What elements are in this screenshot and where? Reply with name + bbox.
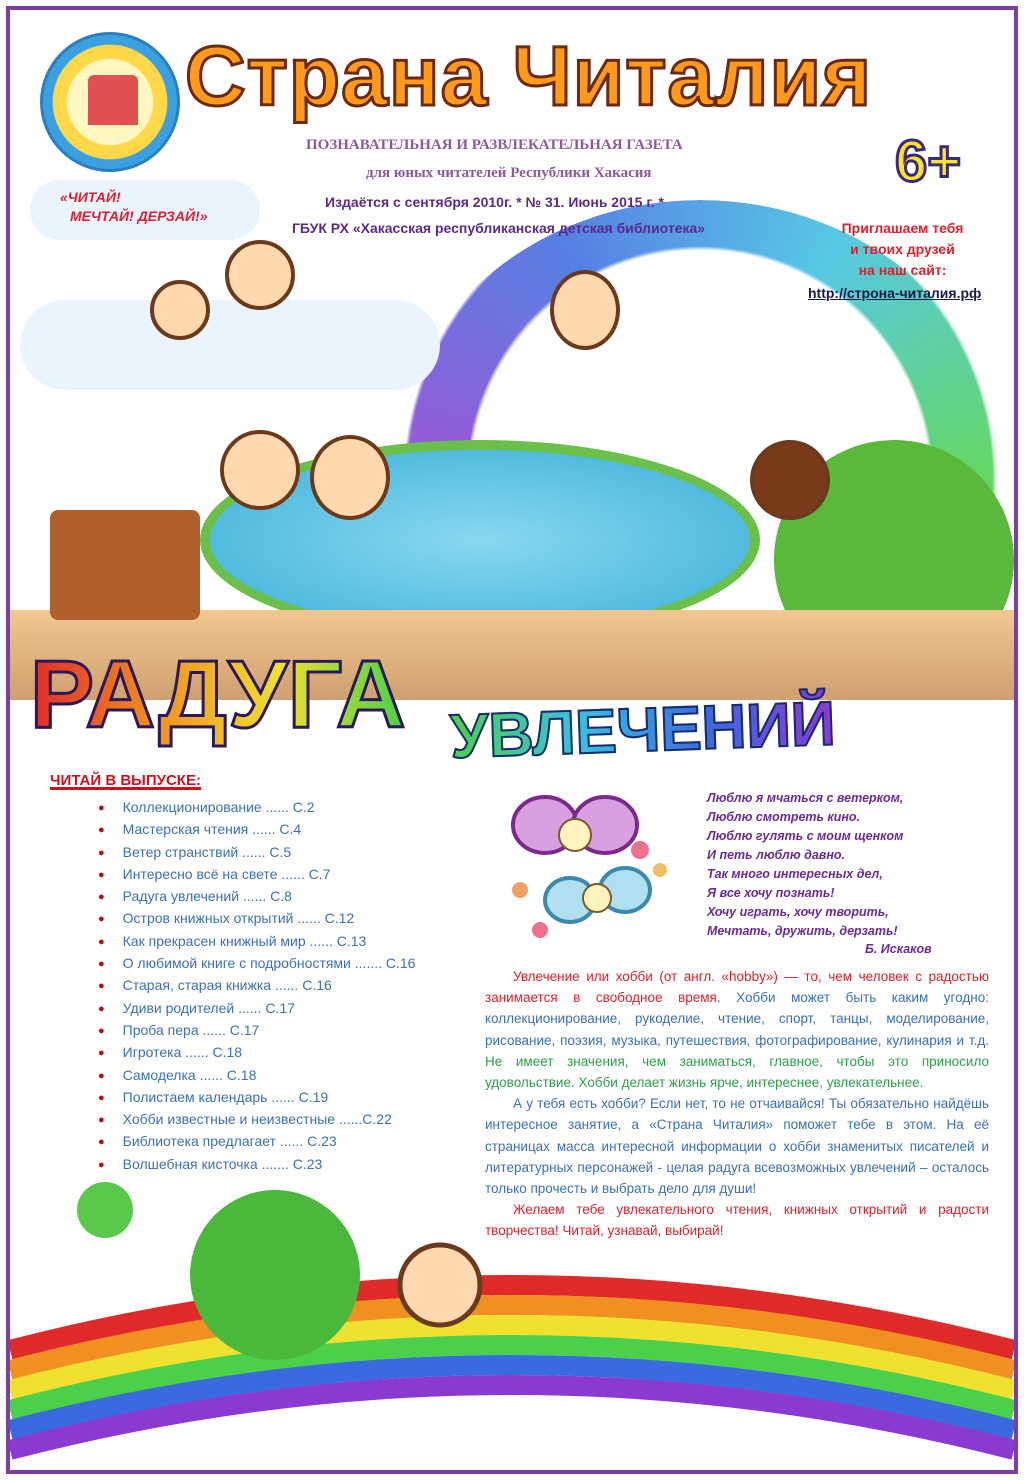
- contents-item: ● Интересно всё на свете ...... С.7: [98, 863, 415, 885]
- issue-title-word2: УВЛЕЧЕНИЙ: [448, 689, 837, 772]
- contents-item: ● Радуга увлечений ...... С.8: [98, 885, 415, 907]
- poem: [707, 789, 903, 941]
- child-illustration: [225, 240, 295, 310]
- poem-line: Люблю я мчаться с ветерком,: [707, 791, 904, 805]
- contents-item: ● Старая, старая книжка ...... С.16: [98, 974, 415, 996]
- motto-line: «ЧИТАЙ!: [60, 189, 121, 205]
- contents-item: ● Ветер странствий ...... С.5: [98, 841, 415, 863]
- issue-info: Издаётся с сентября 2010г. * № 31. Июнь 2015 г. *: [325, 194, 665, 210]
- newspaper-page: [6, 6, 1018, 1474]
- poem-author: Б. Искаков: [865, 942, 932, 956]
- cloud-illustration: [20, 300, 440, 390]
- article-paragraph: [485, 966, 989, 1093]
- contents-item: ● Коллекционирование ...... С.2: [98, 796, 415, 818]
- issue-title-word1: РАДУГА: [30, 641, 406, 748]
- website-link[interactable]: http://строна-читалия.рф: [808, 285, 982, 301]
- text-span: Увлечение или хобби (от англ. «hobby») — то, чем человек с радостью занимается в свободное время.: [485, 969, 989, 1006]
- invite-line: на наш сайт:: [858, 262, 947, 278]
- contents-item: ● Хобби известные и неизвестные ......С.22: [98, 1108, 415, 1130]
- poem-line: Мечтать, дружить, дерзать!: [707, 924, 898, 938]
- contents-item: ● Библиотека предлагает ...... С.23: [98, 1130, 415, 1152]
- invite-line: Приглашаем тебя: [841, 220, 964, 236]
- contents-item: ● Волшебная кисточка ....... С.23: [98, 1153, 415, 1175]
- child-illustration: [550, 270, 620, 350]
- contents-item: ● Самоделка ...... С.18: [98, 1064, 415, 1086]
- contents-item: ● Удиви родителей ...... С.17: [98, 997, 415, 1019]
- child-illustration: [310, 435, 390, 520]
- library-logo: [40, 32, 180, 172]
- motto: [60, 188, 208, 226]
- contents-item: ● Проба пера ...... С.17: [98, 1019, 415, 1041]
- contents-item: ● Остров книжных открытий ...... С.12: [98, 907, 415, 929]
- butterflies-illustration: [500, 790, 680, 940]
- contents-heading: ЧИТАЙ В ВЫПУСКЕ:: [50, 772, 201, 789]
- publisher: ГБУК РХ «Хакасская республиканская детская библиотека»: [292, 220, 706, 236]
- child-illustration: [220, 430, 300, 510]
- article-text: [485, 966, 989, 1242]
- child-illustration: [150, 280, 210, 340]
- tree-illustration: [77, 1182, 133, 1238]
- invite-text: [820, 218, 985, 281]
- contents-item: ● Игротека ...... С.18: [98, 1041, 415, 1063]
- age-rating: 6+: [895, 129, 962, 194]
- child-illustration: [750, 440, 830, 520]
- poem-line: Люблю смотреть кино.: [707, 810, 861, 824]
- contents-item: ● Полистаем календарь ...... С.19: [98, 1086, 415, 1108]
- subtitle: ПОЗНАВАТЕЛЬНАЯ И РАЗВЛЕКАТЕЛЬНАЯ ГАЗЕТА: [306, 137, 683, 153]
- rainbow-stripes: [10, 1285, 1014, 1450]
- invite-line: и твоих друзей: [850, 241, 955, 257]
- poem-line: И петь люблю давно.: [707, 848, 846, 862]
- contents-item: ● Как прекрасен книжный мир ...... С.13: [98, 930, 415, 952]
- poem-line: Люблю гулять с моим щенком: [707, 829, 904, 843]
- motto-line: МЕЧТАЙ! ДЕРЗАЙ!»: [70, 208, 208, 224]
- newspaper-title: Страна Читалия: [185, 29, 873, 123]
- article-paragraph: Желаем тебе увлекательного чтения, книжных открытий и радости творчества! Читай, узнавай, выбирай!: [485, 1202, 989, 1239]
- girl-illustration: [400, 1245, 480, 1325]
- article-paragraph: А у тебя есть хобби? Если нет, то не отчаивайся! Ты обязательно найдёшь интересное занятие, а «Страна Читалия» поможет тебе в этом. На её страницах масса интересной информации о хобби знаменитых писателей и литературных персонажей - целая радуга всевозможных увлечений – осталось только прочесть и выбрать дело для души!: [485, 1096, 989, 1197]
- poem-line: Я все хочу познать!: [707, 886, 835, 900]
- poem-line: Хочу играть, хочу творить,: [707, 905, 889, 919]
- contents-list: [98, 796, 415, 1175]
- text-span: Не имеет значения, чем заниматься, главное, чтобы это приносило удовольствие. Хобби делает жизнь ярче, интереснее, увлекательнее.: [485, 1053, 989, 1091]
- text-span: Хобби может быть каким угодно: коллекционирование, рукоделие, чтение, спорт, танцы, моделирование, рисование, поэзия, музыка, путешествия, фотографирование, кулинария и т.д.: [485, 990, 989, 1048]
- contents-item: ● О любимой книге с подробностями ....... С.16: [98, 952, 415, 974]
- contents-item: ● Мастерская чтения ...... С.4: [98, 818, 415, 840]
- poem-line: Так много интересных дел,: [707, 867, 883, 881]
- gramophone-illustration: [50, 510, 200, 620]
- audience: для юных читателей Республики Хакасия: [366, 165, 652, 181]
- tree-illustration: [190, 1190, 360, 1360]
